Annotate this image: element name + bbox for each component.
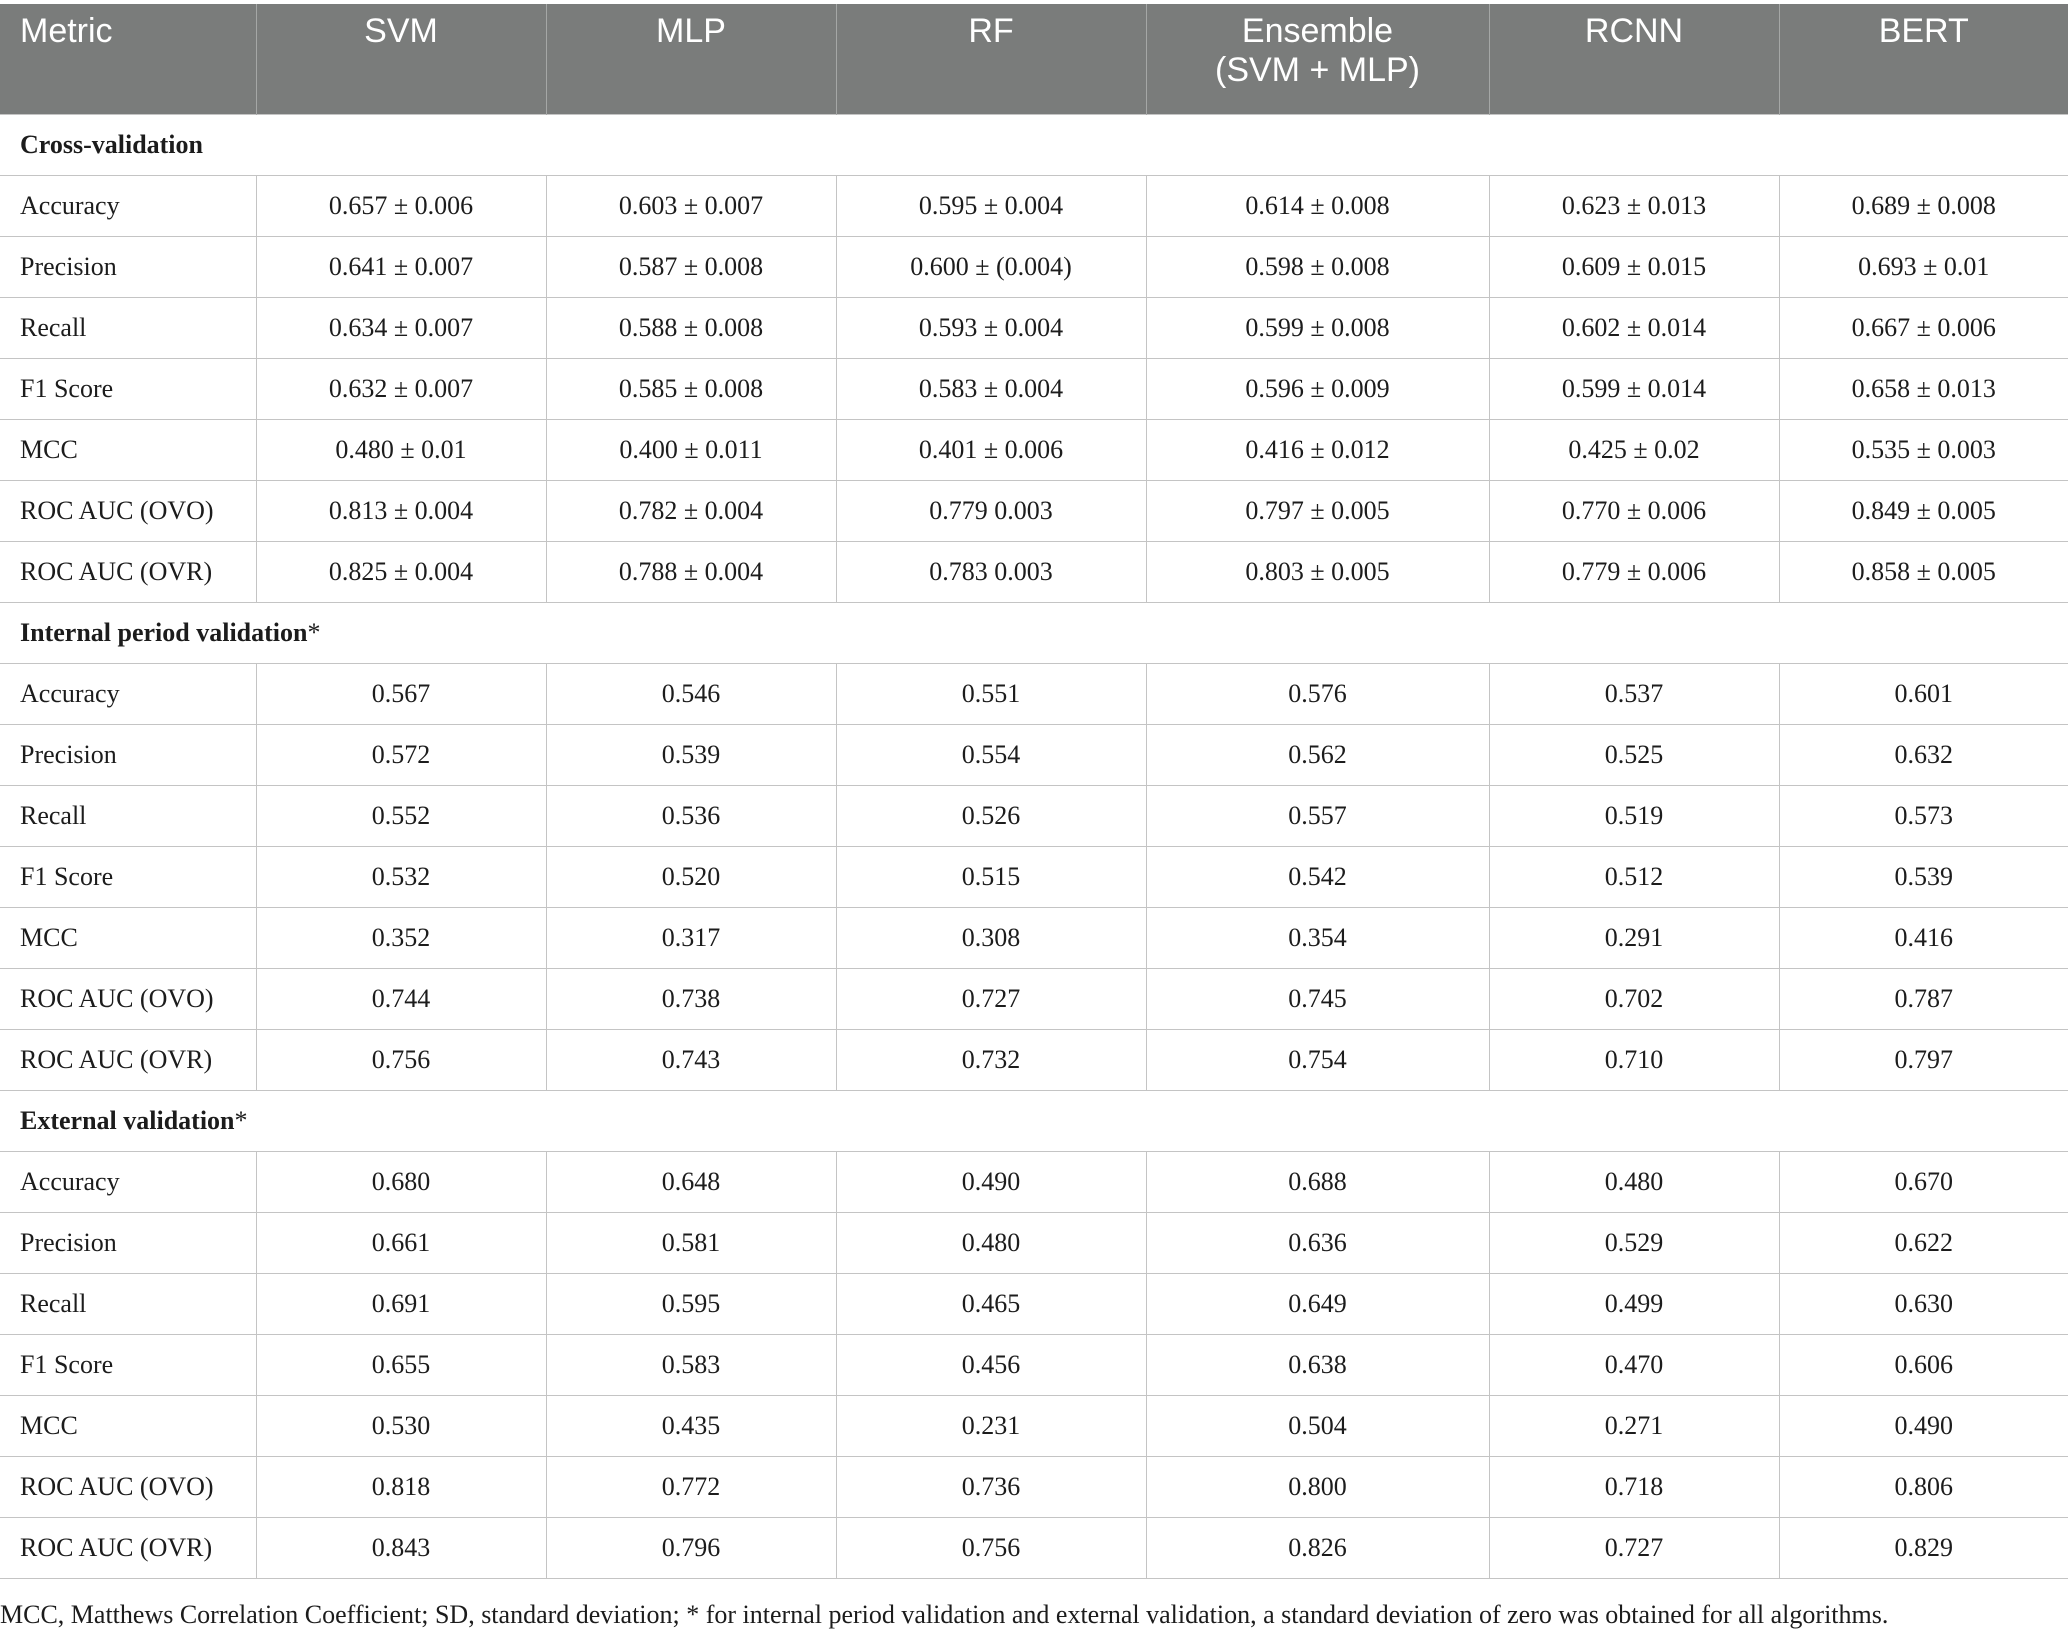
table-row	[0, 663, 2068, 724]
value-cell: 0.598 ± 0.008	[1146, 236, 1489, 297]
value-cell: 0.595 ± 0.004	[836, 175, 1146, 236]
value-cell: 0.858 ± 0.005	[1779, 541, 2068, 602]
table-footnote: MCC, Matthews Correlation Coefficient; SD, standard deviation; * for internal period validation and external validation, a standard deviation of zero was obtained for all algorithms.	[0, 1600, 1889, 1629]
value-cell: 0.641 ± 0.007	[256, 236, 546, 297]
value-cell: 0.787	[1779, 968, 2068, 1029]
value-cell: 0.231	[836, 1395, 1146, 1456]
table-row	[0, 968, 2068, 1029]
section-row	[0, 602, 2068, 663]
value-cell: 0.829	[1779, 1517, 2068, 1578]
value-cell: 0.530	[256, 1395, 546, 1456]
value-cell: 0.800	[1146, 1456, 1489, 1517]
value-cell: 0.796	[546, 1517, 836, 1578]
value-cell: 0.480	[836, 1212, 1146, 1273]
value-cell: 0.667 ± 0.006	[1779, 297, 2068, 358]
value-cell: 0.573	[1779, 785, 2068, 846]
value-cell: 0.291	[1489, 907, 1779, 968]
value-cell: 0.638	[1146, 1334, 1489, 1395]
value-cell: 0.825 ± 0.004	[256, 541, 546, 602]
value-cell: 0.401 ± 0.006	[836, 419, 1146, 480]
value-cell: 0.727	[1489, 1517, 1779, 1578]
value-cell: 0.818	[256, 1456, 546, 1517]
table-row	[0, 358, 2068, 419]
value-cell: 0.536	[546, 785, 836, 846]
metric-cell: MCC	[0, 419, 256, 480]
value-cell: 0.806	[1779, 1456, 2068, 1517]
value-cell: 0.583 ± 0.004	[836, 358, 1146, 419]
value-cell: 0.826	[1146, 1517, 1489, 1578]
value-cell: 0.661	[256, 1212, 546, 1273]
value-cell: 0.435	[546, 1395, 836, 1456]
value-cell: 0.788 ± 0.004	[546, 541, 836, 602]
metric-cell: MCC	[0, 907, 256, 968]
metric-cell: Accuracy	[0, 175, 256, 236]
value-cell: 0.595	[546, 1273, 836, 1334]
value-cell: 0.526	[836, 785, 1146, 846]
value-cell: 0.710	[1489, 1029, 1779, 1090]
value-cell: 0.529	[1489, 1212, 1779, 1273]
value-cell: 0.576	[1146, 663, 1489, 724]
header-model: MLP	[546, 4, 836, 114]
value-cell: 0.456	[836, 1334, 1146, 1395]
results-table	[0, 4, 2068, 1579]
table-row	[0, 541, 2068, 602]
section-header	[0, 114, 2068, 175]
section-footnote-marker: *	[234, 1105, 248, 1135]
value-cell: 0.632 ± 0.007	[256, 358, 546, 419]
table-row	[0, 1456, 2068, 1517]
metric-cell: ROC AUC (OVR)	[0, 1029, 256, 1090]
value-cell: 0.596 ± 0.009	[1146, 358, 1489, 419]
header-model: RF	[836, 4, 1146, 114]
metric-cell: F1 Score	[0, 846, 256, 907]
section-title: External validation	[20, 1105, 235, 1135]
table-row	[0, 1334, 2068, 1395]
value-cell: 0.593 ± 0.004	[836, 297, 1146, 358]
value-cell: 0.657 ± 0.006	[256, 175, 546, 236]
value-cell: 0.562	[1146, 724, 1489, 785]
table-row	[0, 846, 2068, 907]
table-row	[0, 175, 2068, 236]
value-cell: 0.512	[1489, 846, 1779, 907]
value-cell: 0.551	[836, 663, 1146, 724]
value-cell: 0.797	[1779, 1029, 2068, 1090]
table-row	[0, 236, 2068, 297]
value-cell: 0.537	[1489, 663, 1779, 724]
value-cell: 0.670	[1779, 1151, 2068, 1212]
value-cell: 0.588 ± 0.008	[546, 297, 836, 358]
value-cell: 0.756	[836, 1517, 1146, 1578]
value-cell: 0.425 ± 0.02	[1489, 419, 1779, 480]
value-cell: 0.525	[1489, 724, 1779, 785]
value-cell: 0.779 ± 0.006	[1489, 541, 1779, 602]
value-cell: 0.532	[256, 846, 546, 907]
value-cell: 0.636	[1146, 1212, 1489, 1273]
table-row	[0, 907, 2068, 968]
value-cell: 0.754	[1146, 1029, 1489, 1090]
value-cell: 0.352	[256, 907, 546, 968]
value-cell: 0.519	[1489, 785, 1779, 846]
value-cell: 0.585 ± 0.008	[546, 358, 836, 419]
value-cell: 0.736	[836, 1456, 1146, 1517]
value-cell: 0.614 ± 0.008	[1146, 175, 1489, 236]
value-cell: 0.400 ± 0.011	[546, 419, 836, 480]
header-model: BERT	[1779, 4, 2068, 114]
table-row	[0, 419, 2068, 480]
section-row	[0, 114, 2068, 175]
value-cell: 0.689 ± 0.008	[1779, 175, 2068, 236]
metric-cell: Recall	[0, 1273, 256, 1334]
metric-cell: Accuracy	[0, 663, 256, 724]
metric-cell: Recall	[0, 785, 256, 846]
section-footnote-marker: *	[307, 617, 321, 647]
section-title: Internal period validation	[20, 617, 308, 647]
value-cell: 0.583	[546, 1334, 836, 1395]
value-cell: 0.843	[256, 1517, 546, 1578]
metric-cell: Precision	[0, 724, 256, 785]
metric-cell: ROC AUC (OVR)	[0, 1517, 256, 1578]
value-cell: 0.515	[836, 846, 1146, 907]
value-cell: 0.770 ± 0.006	[1489, 480, 1779, 541]
metric-cell: Precision	[0, 1212, 256, 1273]
value-cell: 0.702	[1489, 968, 1779, 1029]
metric-cell: ROC AUC (OVO)	[0, 968, 256, 1029]
metric-cell: ROC AUC (OVO)	[0, 1456, 256, 1517]
value-cell: 0.557	[1146, 785, 1489, 846]
value-cell: 0.680	[256, 1151, 546, 1212]
value-cell: 0.632	[1779, 724, 2068, 785]
metric-cell: ROC AUC (OVO)	[0, 480, 256, 541]
value-cell: 0.504	[1146, 1395, 1489, 1456]
table-row	[0, 297, 2068, 358]
value-cell: 0.803 ± 0.005	[1146, 541, 1489, 602]
value-cell: 0.535 ± 0.003	[1779, 419, 2068, 480]
value-cell: 0.813 ± 0.004	[256, 480, 546, 541]
value-cell: 0.317	[546, 907, 836, 968]
value-cell: 0.542	[1146, 846, 1489, 907]
value-cell: 0.732	[836, 1029, 1146, 1090]
value-cell: 0.658 ± 0.013	[1779, 358, 2068, 419]
section-title: Cross-validation	[20, 129, 203, 159]
value-cell: 0.308	[836, 907, 1146, 968]
table-row	[0, 785, 2068, 846]
value-cell: 0.499	[1489, 1273, 1779, 1334]
table-row	[0, 1517, 2068, 1578]
metric-cell: MCC	[0, 1395, 256, 1456]
value-cell: 0.416	[1779, 907, 2068, 968]
table-body	[0, 114, 2068, 1578]
value-cell: 0.416 ± 0.012	[1146, 419, 1489, 480]
table-row	[0, 1273, 2068, 1334]
value-cell: 0.745	[1146, 968, 1489, 1029]
value-cell: 0.718	[1489, 1456, 1779, 1517]
value-cell: 0.782 ± 0.004	[546, 480, 836, 541]
value-cell: 0.623 ± 0.013	[1489, 175, 1779, 236]
value-cell: 0.738	[546, 968, 836, 1029]
value-cell: 0.480 ± 0.01	[256, 419, 546, 480]
value-cell: 0.470	[1489, 1334, 1779, 1395]
metric-cell: F1 Score	[0, 1334, 256, 1395]
value-cell: 0.772	[546, 1456, 836, 1517]
value-cell: 0.554	[836, 724, 1146, 785]
value-cell: 0.520	[546, 846, 836, 907]
value-cell: 0.756	[256, 1029, 546, 1090]
value-cell: 0.539	[546, 724, 836, 785]
metric-cell: Accuracy	[0, 1151, 256, 1212]
metric-cell: ROC AUC (OVR)	[0, 541, 256, 602]
value-cell: 0.603 ± 0.007	[546, 175, 836, 236]
value-cell: 0.602 ± 0.014	[1489, 297, 1779, 358]
value-cell: 0.693 ± 0.01	[1779, 236, 2068, 297]
table-row	[0, 480, 2068, 541]
table-header	[0, 4, 2068, 114]
value-cell: 0.688	[1146, 1151, 1489, 1212]
value-cell: 0.622	[1779, 1212, 2068, 1273]
value-cell: 0.480	[1489, 1151, 1779, 1212]
table-row	[0, 1212, 2068, 1273]
value-cell: 0.634 ± 0.007	[256, 297, 546, 358]
value-cell: 0.567	[256, 663, 546, 724]
metric-cell: F1 Score	[0, 358, 256, 419]
value-cell: 0.649	[1146, 1273, 1489, 1334]
value-cell: 0.606	[1779, 1334, 2068, 1395]
header-model: RCNN	[1489, 4, 1779, 114]
metric-cell: Precision	[0, 236, 256, 297]
value-cell: 0.655	[256, 1334, 546, 1395]
value-cell: 0.783 0.003	[836, 541, 1146, 602]
value-cell: 0.599 ± 0.014	[1489, 358, 1779, 419]
metric-cell: Recall	[0, 297, 256, 358]
value-cell: 0.601	[1779, 663, 2068, 724]
value-cell: 0.797 ± 0.005	[1146, 480, 1489, 541]
table-row	[0, 1151, 2068, 1212]
value-cell: 0.849 ± 0.005	[1779, 480, 2068, 541]
header-model: Ensemble (SVM + MLP)	[1146, 4, 1489, 114]
value-cell: 0.490	[836, 1151, 1146, 1212]
value-cell: 0.587 ± 0.008	[546, 236, 836, 297]
table-row	[0, 724, 2068, 785]
table-row	[0, 1029, 2068, 1090]
value-cell: 0.354	[1146, 907, 1489, 968]
value-cell: 0.465	[836, 1273, 1146, 1334]
table-row	[0, 1395, 2068, 1456]
section-row	[0, 1090, 2068, 1151]
value-cell: 0.691	[256, 1273, 546, 1334]
header-row	[0, 4, 2068, 114]
section-header	[0, 602, 2068, 663]
value-cell: 0.581	[546, 1212, 836, 1273]
value-cell: 0.743	[546, 1029, 836, 1090]
section-header	[0, 1090, 2068, 1151]
value-cell: 0.572	[256, 724, 546, 785]
value-cell: 0.609 ± 0.015	[1489, 236, 1779, 297]
value-cell: 0.490	[1779, 1395, 2068, 1456]
value-cell: 0.552	[256, 785, 546, 846]
header-metric: Metric	[0, 4, 256, 114]
value-cell: 0.271	[1489, 1395, 1779, 1456]
value-cell: 0.546	[546, 663, 836, 724]
value-cell: 0.779 0.003	[836, 480, 1146, 541]
value-cell: 0.648	[546, 1151, 836, 1212]
value-cell: 0.599 ± 0.008	[1146, 297, 1489, 358]
value-cell: 0.539	[1779, 846, 2068, 907]
value-cell: 0.630	[1779, 1273, 2068, 1334]
value-cell: 0.600 ± (0.004)	[836, 236, 1146, 297]
value-cell: 0.727	[836, 968, 1146, 1029]
value-cell: 0.744	[256, 968, 546, 1029]
header-model: SVM	[256, 4, 546, 114]
